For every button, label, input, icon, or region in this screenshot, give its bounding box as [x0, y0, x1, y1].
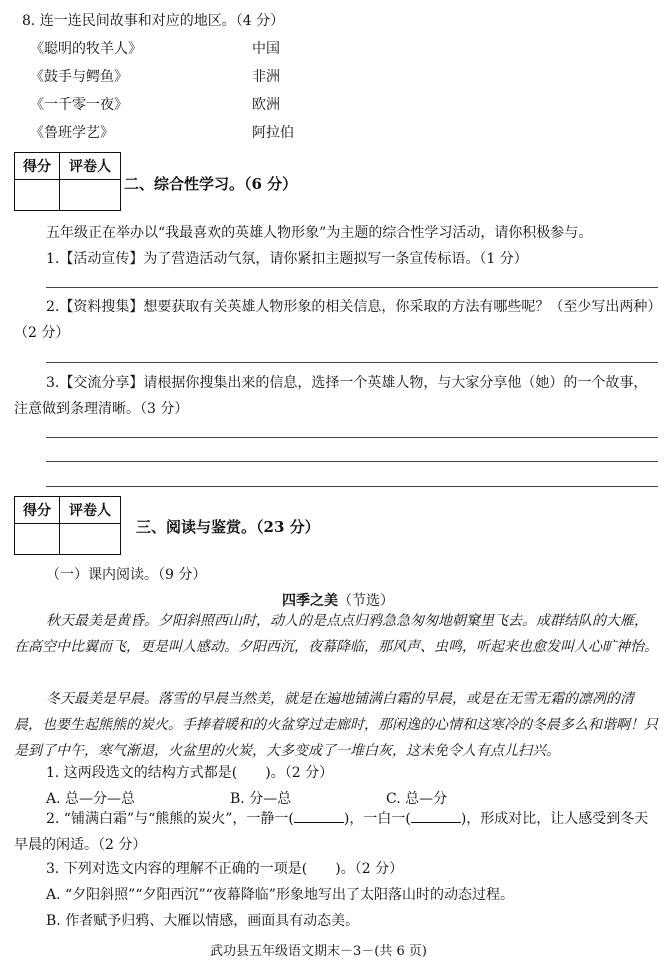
- region-item: 欧洲: [252, 97, 280, 113]
- story-item: 《鼓手与鳄鱼》: [30, 69, 128, 85]
- section2-q1: 1.【活动宣传】为了营造活动气氛，请你紧扣主题拟写一条宣传标语。（1 分）: [46, 251, 528, 267]
- section2-intro: 五年级正在举办以“我最喜欢的英雄人物形象”为主题的综合性学习活动，请你积极参与。: [46, 225, 593, 241]
- story-item: 《鲁班学艺》: [30, 125, 114, 141]
- answer-line[interactable]: [46, 437, 658, 438]
- section3-title: 三、阅读与鉴赏。（23 分）: [136, 518, 320, 536]
- passage-title: [282, 590, 394, 610]
- q2-part: )，一白一(: [343, 811, 411, 827]
- answer-line[interactable]: [46, 362, 658, 363]
- q1-option-a[interactable]: A. 总—分—总: [46, 791, 136, 807]
- region-item: 阿拉伯: [252, 125, 294, 141]
- reading-q3: 3. 下列对选文内容的理解不正确的一项是( )。（2 分）: [46, 861, 404, 877]
- grader-cell[interactable]: [60, 524, 121, 555]
- passage-para: 冬天最美是早晨。落雪的早晨当然美，就是在遍地铺满白霜的早晨，或是在无雪无霜的凛冽的清晨，也要生起熊熊的炭火。手捧着暖和的火盆穿过走廊时，那闲逸的心情和这寒冷的冬晨多么和谐啊！只是到了中午，寒气渐退，火盆里的火炭，大多变成了一堆白灰，这未免令人有点儿扫兴。: [14, 691, 658, 759]
- q2-part: 2. “铺满白霜”与“熊熊的炭火”，一静一(: [46, 811, 294, 827]
- q1-option-b[interactable]: B. 分—总: [230, 791, 292, 807]
- score-label: 得分: [15, 497, 60, 524]
- score-cell[interactable]: [15, 180, 60, 211]
- section2-title: 二、综合性学习。（6 分）: [124, 175, 298, 193]
- reading-subsection: （一）课内阅读。（9 分）: [46, 567, 207, 583]
- score-box: [14, 496, 121, 555]
- score-label: 得分: [15, 153, 60, 180]
- reading-q2: [14, 806, 658, 858]
- q3-option-b[interactable]: B. 作者赋予归鸦、大雁以情感，画面具有动态美。: [46, 913, 360, 929]
- score-box: [14, 152, 121, 211]
- q2-part: )，形成对比，让人感受到冬天早晨的闲适。（2 分）: [14, 811, 649, 853]
- passage-para: 秋天最美是黄昏。夕阳斜照西山时，动人的是点点归鸦急急匆匆地朝窠里飞去。成群结队的大雁，在高空中比翼而飞，更是叫人感动。夕阳西沉，夜幕降临，那风声、虫鸣，听起来也愈发叫人心旷神怡。: [14, 613, 658, 655]
- answer-line[interactable]: [46, 287, 658, 288]
- score-cell[interactable]: [15, 524, 60, 555]
- grader-label: 评卷人: [60, 153, 121, 180]
- page-footer: 武功县五年级语文期末－3－(共 6 页): [210, 944, 427, 959]
- q8-title: 8. 连一连民间故事和对应的地区。（4 分）: [22, 13, 285, 29]
- q3-option-a[interactable]: A. “夕阳斜照”“夕阳西沉”“夜幕降临”形象地写出了太阳落山时的动态过程。: [46, 887, 514, 903]
- reading-q1: 1. 这两段选文的结构方式都是( )。（2 分）: [46, 765, 334, 781]
- region-item: 中国: [252, 41, 280, 57]
- story-item: 《聪明的牧羊人》: [30, 41, 142, 57]
- section2-q3: 3.【交流分享】请根据你搜集出来的信息，选择一个英雄人物，与大家分享他（她）的一个故事，注意做到条理清晰。（3 分）: [14, 375, 648, 417]
- answer-line[interactable]: [46, 486, 658, 487]
- q2-blank[interactable]: [294, 808, 344, 823]
- region-item: 非洲: [252, 69, 280, 85]
- passage-title-text: 四季之美: [282, 593, 338, 609]
- answer-line[interactable]: [46, 461, 658, 462]
- passage-note: （节选）: [338, 593, 394, 609]
- q1-option-c[interactable]: C. 总—分: [386, 791, 448, 807]
- q2-blank[interactable]: [411, 808, 461, 823]
- grader-cell[interactable]: [60, 180, 121, 211]
- story-item: 《一千零一夜》: [30, 97, 128, 113]
- section2-q2: 2.【资料搜集】想要获取有关英雄人物形象的相关信息，你采取的方法有哪些呢？（至少写出两种）（2 分）: [14, 299, 655, 341]
- grader-label: 评卷人: [60, 497, 121, 524]
